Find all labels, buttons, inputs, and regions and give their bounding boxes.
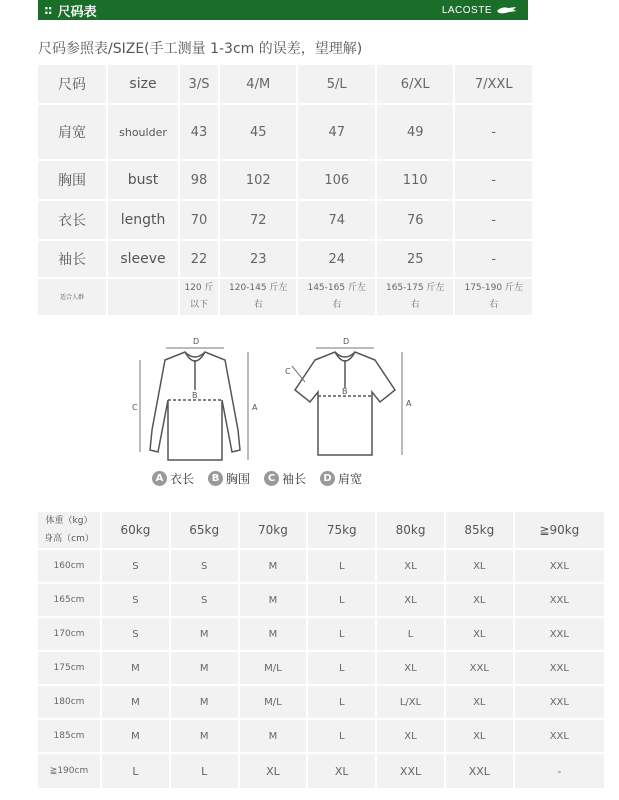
crocodile-icon <box>496 5 518 15</box>
size-cell: M/L <box>240 652 307 684</box>
header-label-cn: 尺码 <box>38 65 106 103</box>
letter-c-1: C <box>132 403 138 412</box>
fit-cell: 120-145 斤左 右 <box>220 279 296 315</box>
diagram-legend <box>152 470 370 487</box>
row-label-cn: 肩宽 <box>38 105 106 159</box>
table-row <box>38 652 604 684</box>
row-label-en: shoulder <box>108 105 178 159</box>
fit-cell: 120 斤 以下 <box>180 279 218 315</box>
size-cell: XXL <box>377 754 444 788</box>
height-cell: 170cm <box>38 618 100 650</box>
height-cell: 175cm <box>38 652 100 684</box>
size-cell: S <box>171 584 238 616</box>
measure-cell: 22 <box>180 241 218 277</box>
row-label-cn: 胸围 <box>38 161 106 199</box>
fit-row <box>38 279 532 315</box>
short-sleeve-shirt <box>295 352 395 455</box>
row-label-en: sleeve <box>108 241 178 277</box>
measure-cell: 23 <box>220 241 296 277</box>
measure-cell: 70 <box>180 201 218 239</box>
row-label-cn: 衣长 <box>38 201 106 239</box>
height-cell: 180cm <box>38 686 100 718</box>
weight-header-cell: ≧90kg <box>515 512 604 548</box>
size-cell: XL <box>308 754 375 788</box>
measure-cell: - <box>455 105 532 159</box>
size-cell: XXL <box>515 584 604 616</box>
size-cell: M <box>171 720 238 752</box>
size-cell: L <box>308 686 375 718</box>
measure-cell: 110 <box>377 161 453 199</box>
size-cell: XXL <box>446 754 513 788</box>
measure-cell: 25 <box>377 241 453 277</box>
corner-cell: 体重（kg） 身高（cm） <box>38 512 100 548</box>
size-cell: M <box>102 686 169 718</box>
size-header-cell: 4/M <box>220 65 296 103</box>
measure-cell: 74 <box>298 201 374 239</box>
size-cell: S <box>102 618 169 650</box>
letter-a-1: A <box>252 403 258 412</box>
header-label-en: size <box>108 65 178 103</box>
measure-cell: 45 <box>220 105 296 159</box>
size-cell: XXL <box>515 550 604 582</box>
size-cell: S <box>102 550 169 582</box>
size-cell: L <box>308 584 375 616</box>
size-cell: M <box>240 618 307 650</box>
size-cell: M/L <box>240 686 307 718</box>
letter-b-1: B <box>192 391 198 400</box>
size-cell: L <box>171 754 238 788</box>
size-cell: S <box>102 584 169 616</box>
size-cell: L <box>308 618 375 650</box>
size-table-header-row <box>38 65 532 103</box>
size-cell: XXL <box>446 652 513 684</box>
row-label-cn: 袖长 <box>38 241 106 277</box>
size-cell: XL <box>446 550 513 582</box>
size-cell: L <box>377 618 444 650</box>
size-cell: XL <box>446 686 513 718</box>
legend-key: D <box>320 471 335 486</box>
weight-header-cell: 80kg <box>377 512 444 548</box>
legend-key: A <box>152 471 167 486</box>
letter-d-2: D <box>343 337 350 346</box>
fit-empty-cell <box>108 279 178 315</box>
size-cell: XL <box>377 720 444 752</box>
weight-height-table <box>36 510 606 790</box>
size-cell: XL <box>446 720 513 752</box>
grid-dots-icon: :: <box>44 3 52 17</box>
size-cell: XL <box>446 584 513 616</box>
row-label-en: length <box>108 201 178 239</box>
letter-b-2: B <box>342 387 348 396</box>
legend-label: 袖长 <box>282 472 307 486</box>
measure-cell: 98 <box>180 161 218 199</box>
table-row <box>38 105 532 159</box>
legend-label: 肩宽 <box>338 472 363 486</box>
legend-key: B <box>208 471 223 486</box>
size-header-cell: 5/L <box>298 65 374 103</box>
table-row <box>38 161 532 199</box>
size-cell: S <box>171 550 238 582</box>
size-header-cell: 3/S <box>180 65 218 103</box>
header-title: 尺码表 <box>57 4 97 20</box>
size-cell: XL <box>377 652 444 684</box>
legend-item <box>208 470 250 487</box>
size-cell: M <box>102 652 169 684</box>
brand-name: LACOSTE <box>441 4 492 16</box>
measure-cell: 102 <box>220 161 296 199</box>
size-header-cell: 7/XXL <box>455 65 532 103</box>
height-cell: 165cm <box>38 584 100 616</box>
letter-c-2: C <box>285 367 291 376</box>
weight-header-row <box>38 512 604 548</box>
fit-cell: 175-190 斤左 右 <box>455 279 532 315</box>
size-cell: XL <box>377 584 444 616</box>
size-cell: M <box>102 720 169 752</box>
table-row <box>38 686 604 718</box>
height-cell: 160cm <box>38 550 100 582</box>
table-row <box>38 241 532 277</box>
size-cell: M <box>240 550 307 582</box>
size-cell: XXL <box>515 618 604 650</box>
weight-header-cell: 70kg <box>240 512 307 548</box>
table-row <box>38 618 604 650</box>
page-subtitle: 尺码参照表/SIZE(手工测量 1-3cm 的误差，望理解) <box>38 41 363 57</box>
table-row <box>38 550 604 582</box>
measure-cell: 72 <box>220 201 296 239</box>
measure-cell: 76 <box>377 201 453 239</box>
size-cell: M <box>240 584 307 616</box>
header-bar <box>38 0 528 20</box>
header-left <box>38 1 97 20</box>
table-row <box>38 720 604 752</box>
measure-cell: 24 <box>298 241 374 277</box>
legend-item <box>264 470 306 487</box>
measure-cell: 47 <box>298 105 374 159</box>
size-cell: - <box>515 754 604 788</box>
size-cell: L <box>308 720 375 752</box>
legend-item <box>320 470 362 487</box>
size-cell: XL <box>240 754 307 788</box>
legend-item <box>152 470 194 487</box>
letter-d-1: D <box>193 337 200 346</box>
measure-cell: - <box>455 161 532 199</box>
weight-header-cell: 65kg <box>171 512 238 548</box>
size-cell: XL <box>377 550 444 582</box>
legend-label: 胸围 <box>226 472 251 486</box>
measure-cell: 106 <box>298 161 374 199</box>
fit-cell: 145-165 斤左 右 <box>298 279 374 315</box>
legend-key: C <box>264 471 279 486</box>
measure-cell: - <box>455 241 532 277</box>
long-sleeve-shirt <box>150 352 240 460</box>
size-cell: XL <box>446 618 513 650</box>
letter-a-2: A <box>406 399 412 408</box>
size-cell: XXL <box>515 652 604 684</box>
table-row <box>38 754 604 788</box>
size-cell: M <box>171 686 238 718</box>
height-cell: 185cm <box>38 720 100 752</box>
size-header-cell: 6/XL <box>377 65 453 103</box>
size-cell: M <box>171 618 238 650</box>
fit-label: 适合人群 <box>38 279 106 315</box>
table-row <box>38 201 532 239</box>
measure-cell: 43 <box>180 105 218 159</box>
size-cell: XXL <box>515 686 604 718</box>
size-cell: L/XL <box>377 686 444 718</box>
height-cell: ≧190cm <box>38 754 100 788</box>
weight-header-cell: 75kg <box>308 512 375 548</box>
size-cell: XXL <box>515 720 604 752</box>
size-cell: L <box>102 754 169 788</box>
measure-cell: - <box>455 201 532 239</box>
weight-header-cell: 60kg <box>102 512 169 548</box>
legend-label: 衣长 <box>170 472 195 486</box>
table-row <box>38 584 604 616</box>
brand-logo <box>442 5 528 16</box>
measure-cell: 49 <box>377 105 453 159</box>
fit-cell: 165-175 斤左 右 <box>377 279 453 315</box>
size-cell: L <box>308 550 375 582</box>
size-table <box>36 63 534 317</box>
size-cell: M <box>240 720 307 752</box>
size-cell: L <box>308 652 375 684</box>
weight-header-cell: 85kg <box>446 512 513 548</box>
size-cell: M <box>171 652 238 684</box>
row-label-en: bust <box>108 161 178 199</box>
